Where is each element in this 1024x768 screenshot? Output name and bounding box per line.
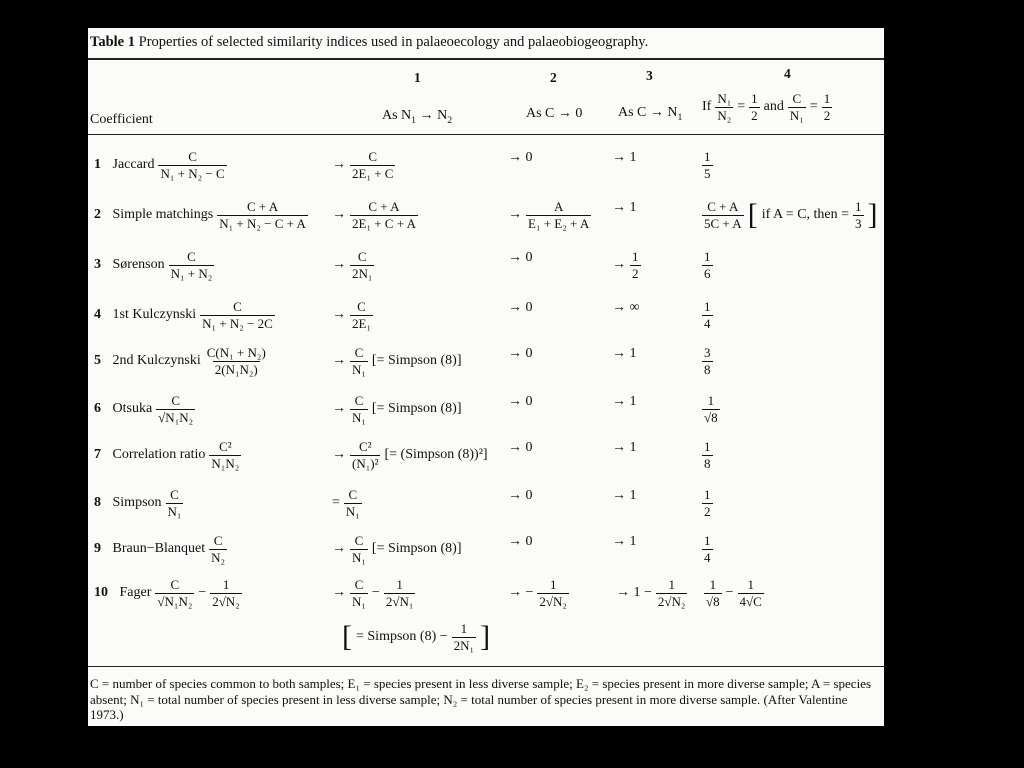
coefficient-cell: 10 Fager $\frac{C}{\text{√N₁N₂}}$ − $\frac{1}{\text{2√N₂}}$ <box>94 577 240 609</box>
col2-cell: → 0 <box>508 534 533 549</box>
col4-cell: $\frac{1}{5}$ <box>704 149 711 181</box>
coefficient-cell: 6 Otsuka $\frac{C}{\text{√N₁N₂}}$ <box>94 393 194 425</box>
col3-cell: → $\frac{1}{2}$ <box>612 249 639 281</box>
header-col1: As $N_1 \to N_2$ <box>382 108 453 126</box>
col1-cell: → $\frac{C}{\text{N₁}}$ [= Simpson (8)] <box>332 345 462 377</box>
col4-cell: $\frac{C + A}{5C + A}$ [ if A = C, then = $\frac{1}{3}$ ] <box>704 198 878 232</box>
col2-cell: → − $\frac{1}{\text{2√N₂}}$ <box>508 577 567 609</box>
col2-cell: → 0 <box>508 150 533 165</box>
col4-cell: $\frac{1}{4}$ <box>704 299 711 331</box>
col2-cell: → 0 <box>508 346 533 361</box>
col1-cell: → $\frac{C}{\text{2E₁}}$ <box>332 299 371 331</box>
document-page <box>88 28 884 726</box>
col3-cell: → 1 <box>612 200 637 215</box>
col3-cell: → 1 <box>612 440 637 455</box>
header-col2: As C → 0 <box>526 106 583 121</box>
col1-cell: → $\frac{C}{\text{2N₁}}$ <box>332 249 373 281</box>
column-number-4: 4 <box>784 66 791 81</box>
col1-cell: → $\frac{C + A}{\text{2E₁ + C + A}}$ <box>332 199 416 231</box>
col4-cell: $\frac{1}{√8}$ − $\frac{1}{4√C}$ <box>706 577 762 609</box>
col1-cell: → $\frac{C}{\text{N₁}}$ [= Simpson (8)] <box>332 393 462 425</box>
col2-cell: → 0 <box>508 300 533 315</box>
top-rule <box>88 58 884 60</box>
col1-cell: = $\frac{C}{\text{N₁}}$ <box>332 487 360 519</box>
col3-cell: → 1 <box>612 150 637 165</box>
table-footnote: C = number of species common to both samples; E₁ = species present in less diverse sample; E₂ = species present in more diverse sample; A = species absent; N₁ = total number of species present in less diverse sample; N₂ = total number of species present in more diverse sample. (After Valentine 1973.) <box>90 676 872 722</box>
caption-text: Properties of selected similarity indices used in palaeoecology and palaeobiogeography. <box>138 34 649 50</box>
col3-cell: → 1 <box>612 534 637 549</box>
col1-cell: → $\frac{\text{C²}}{\text{(N₁)²}}$ [= (Simpson (8))²] <box>332 439 488 471</box>
coefficient-cell: 9 Braun−Blanquet $\frac{C}{\text{N₂}}$ <box>94 533 226 565</box>
coefficient-cell: 8 Simpson $\frac{C}{\text{N₁}}$ <box>94 487 182 519</box>
header-col3: As $C \to N_1$ <box>618 105 683 123</box>
header-rule <box>88 134 884 135</box>
col4-cell: $\frac{1}{8}$ <box>704 439 711 471</box>
coefficient-cell: 3 Sørenson $\frac{C}{\text{N₁ + N₂}}$ <box>94 249 213 281</box>
col3-cell: → 1 <box>612 488 637 503</box>
col3-cell: → 1 <box>612 346 637 361</box>
col2-cell: → 0 <box>508 440 533 455</box>
column-number-1: 1 <box>414 70 421 85</box>
coefficient-cell: 4 1st Kulczynski $\frac{C}{\text{N₁ + N₂ − 2C}}$ <box>94 299 273 331</box>
coefficient-cell: 2 Simple matchings $\frac{C + A}{\text{N₁ + N₂ − C + A}}$ <box>94 199 306 231</box>
col3-cell: → ∞ <box>612 300 640 315</box>
col3-cell: → 1 <box>612 394 637 409</box>
col1-cell: → $\frac{C}{\text{2E₁ + C}}$ <box>332 149 394 181</box>
header-col4: If $\frac{\text{N₁}}{\text{N₂}}$ = $\frac{1}{2}$ and $\frac{C}{\text{N₁}}$ = $\frac{1}{2}$ <box>702 91 831 123</box>
col1-cell: → $\frac{C}{\text{N₁}}$ [= Simpson (8)] <box>332 533 462 565</box>
col4-cell: $\frac{1}{2}$ <box>704 487 711 519</box>
col2-cell: → 0 <box>508 250 533 265</box>
col2-cell: → 0 <box>508 488 533 503</box>
col3-cell: → 1 − $\frac{1}{\text{2√N₂}}$ <box>616 577 686 609</box>
col1-cell: → $\frac{C}{\text{N₁}}$ − $\frac{1}{\text{2√N₁}}$ <box>332 577 414 609</box>
col2-cell: → 0 <box>508 394 533 409</box>
col2-cell: → $\frac{A}{\text{E₁ + E₂ + A}}$ <box>508 199 590 231</box>
col4-cell: $\frac{1}{√8}$ <box>704 393 718 425</box>
col4-cell: $\frac{1}{6}$ <box>704 249 711 281</box>
header-coefficient: Coefficient <box>90 112 153 127</box>
coefficient-cell: 7 Correlation ratio $\frac{\text{C²}}{\text{N₁N₂}}$ <box>94 439 240 471</box>
coefficient-cell: 5 2nd Kulczynski $\frac{\text{C(N₁ + N₂)}}{\text{2(N₁N₂)}}$ <box>94 345 266 377</box>
column-number-2: 2 <box>550 70 557 85</box>
col4-cell: $\frac{1}{4}$ <box>704 533 711 565</box>
table-caption <box>90 34 648 51</box>
bottom-rule <box>88 666 884 667</box>
column-number-3: 3 <box>646 68 653 83</box>
coefficient-cell: 1 Jaccard $\frac{C}{\text{N₁ + N₂ − C}}$ <box>94 149 225 181</box>
fager-simpson-note: [ = Simpson (8) − $\frac{1}{\text{2N₁}}$ ] <box>342 620 491 654</box>
col4-cell: $\frac{3}{8}$ <box>704 345 711 377</box>
caption-label: Table 1 <box>90 34 135 50</box>
